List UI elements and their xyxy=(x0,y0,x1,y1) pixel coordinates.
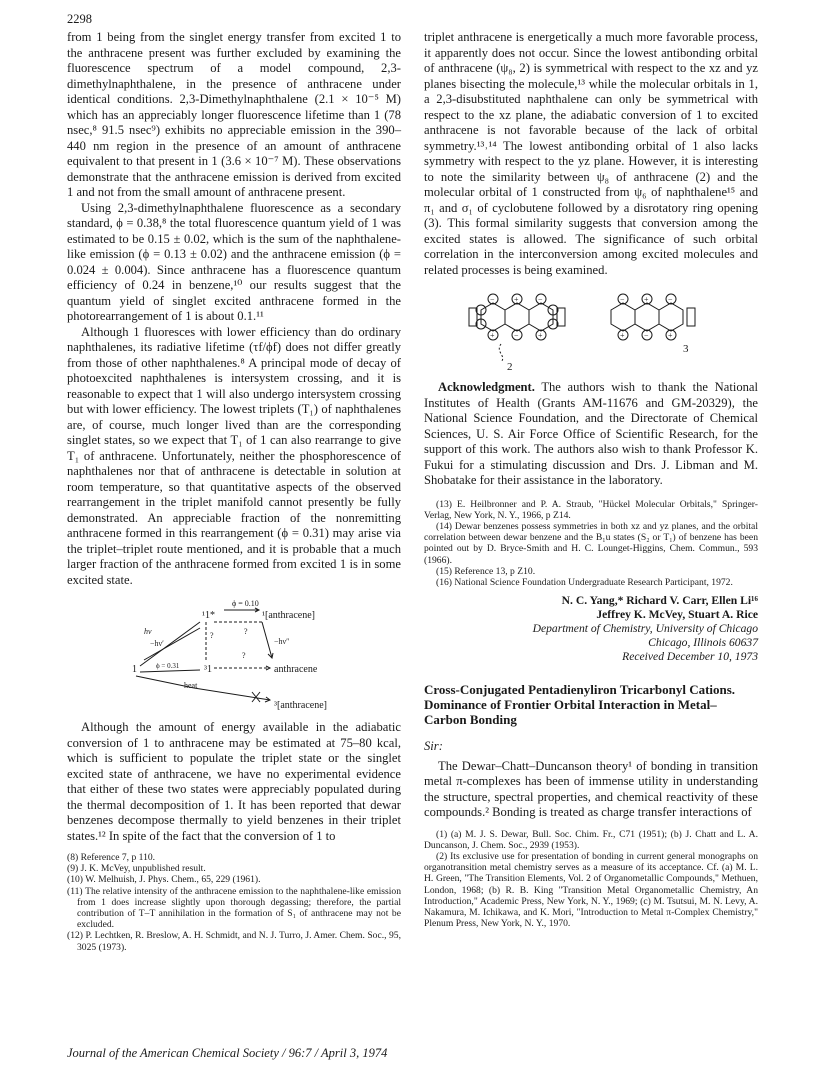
orbital-diagram xyxy=(461,286,721,374)
received-date: Received December 10, 1973 xyxy=(622,650,758,664)
footnote: (11) The relative intensity of the anthracene emission to the naphthalene-like emission from 1 does increase slightly upon thorough degassing; therefore, the partial contribution of T–T annihilation in the formation of S₁ of anthracene may not be excluded. xyxy=(67,885,401,931)
svg-text:+: + xyxy=(668,331,673,340)
right-column xyxy=(424,30,758,929)
signature-block xyxy=(424,594,758,664)
ack-text: The authors wish to thank the National Institutes of Health (Grants AM-11676 and GM-20329), the National Science Foundation, and the Directorate of Chemical Sciences, U. S. Air Force Office of Scientific Research, for the support of this work. The authors also wish to thank Professor K. Fukui for a stimulating discussion and Drs. J. Libman and M. Shobatake for their assistance in the laboratory. xyxy=(424,380,758,487)
svg-text:+: + xyxy=(644,295,649,304)
ack-heading: Acknowledgment. xyxy=(438,380,535,394)
svg-text:−: − xyxy=(668,295,673,304)
scheme-compound-1: 1 xyxy=(132,664,137,675)
paragraph: The Dewar–Chatt–Duncanson theory¹ of bonding in transition metal π-complexes has been of immense utility in understanding the structure, spectral properties, and chemical reactivity of these compounds.² Bonding is treated as charge transfer interactions of xyxy=(424,758,758,820)
svg-text:+: + xyxy=(620,331,625,340)
author-names: Jeffrey K. McVey, Stuart A. Rice xyxy=(596,608,758,622)
svg-text:−: − xyxy=(620,295,625,304)
footnotes-left xyxy=(67,852,401,953)
scheme-q1: ? xyxy=(210,631,214,640)
scheme-anthracene: anthracene xyxy=(274,664,318,675)
salutation: Sir: xyxy=(424,739,443,754)
scheme-triplet-1: ³1 xyxy=(204,664,212,675)
reaction-scheme xyxy=(114,596,354,714)
svg-text:−: − xyxy=(490,295,495,304)
footnote: (15) Reference 13, p Z10. xyxy=(436,565,536,577)
footnote: (8) Reference 7, p 110. xyxy=(67,852,156,863)
footnote: (2) Its exclusive use for presentation of bonding in current general monographs on organotransition metal chemistry serves as a measure of its acceptance. Cf. (a) M. L. H. Green, "The Transition Elements, Vol. 2 of Organometallic Compounds," Methuen, London, 1968; (b) R. B. King "Transition Metal Organometallic Chemistry, An Introduction," Academic Press, New York, N. Y., 1969; (c) M. Tsutsui, M. N. Levy, A. Nakamura, M. Ichikawa, and K. Mori, "Introduction to Metal π-Complex Chemistry," Plenum Press, New York, N. Y., 1970. xyxy=(424,851,758,930)
scheme-phi-010: ϕ = 0.10 xyxy=(232,599,259,608)
svg-text:−: − xyxy=(644,331,649,340)
scheme-minus-hv2: −hν″ xyxy=(274,637,290,646)
footnote: (14) Dewar benzenes possess symmetries in both xz and yz planes, and the orbital correlation between dewar benzene and the B₁u states (S₂ or T₁) of benzene has been pointed out by D. Bryce-Smith and H. C. Lounget-Higgins, Chem. Commun., 593 (1966). xyxy=(424,520,758,566)
scheme-s1-excited: ¹1* xyxy=(202,610,215,621)
label-compound-2: 2 xyxy=(507,361,513,373)
journal-footer: Journal of the American Chemical Society / 96:7 / April 3, 1974 xyxy=(67,1046,388,1060)
scheme-hv: hν xyxy=(144,627,152,636)
svg-text:+: + xyxy=(490,331,495,340)
footnote: (12) P. Lechtken, R. Breslow, A. H. Schmidt, and N. J. Turro, J. Amer. Chem. Soc., 95, 3025 (1973). xyxy=(67,930,401,953)
paragraph: from 1 being from the singlet energy transfer from excited 1 to the anthracene present was further excluded by examining the fluorescence spectrum of a model compound, 2,3-dimethylnaphthalene, in the presence of anthracene under identical conditions. 2,3-Dimethylnaphthalene (2.1 × 10⁻⁵ M) which has an appreciably longer fluorescence lifetime than 1 (78 nsec,⁸ 91.5 nsec⁹) exhibits no appreciable emission in the 390–440 nm region in the presence of an amount of anthracene equivalent to that present in 1 (3.6 × 10⁻⁷ M). These observations demonstrate that the anthracene emission is derived from excited 1 and not from the small amount of anthracene present. xyxy=(67,30,401,199)
footnote: (9) J. K. McVey, unpublished result. xyxy=(67,863,206,875)
footnotes-right-2 xyxy=(424,829,758,930)
acknowledgment xyxy=(424,380,758,489)
page-number: 2298 xyxy=(67,12,92,26)
footnotes-right xyxy=(424,499,758,589)
scheme-q3: ? xyxy=(242,651,246,660)
footnote: (10) W. Melhuish, J. Phys. Chem., 65, 229 (1961). xyxy=(67,874,261,886)
paragraph: Using 2,3-dimethylnaphthalene fluorescence as a secondary standard, ϕ = 0.38,⁸ the total fluorescence quantum yield of 1 was estimated to be 0.15 ± 0.02, which is the sum of the naphthalene-like emission (ϕ = 0.13 ± 0.02) and the anthracene emission (ϕ = 0.024 ± 0.004). Since anthracene has a fluorescence quantum efficiency of 0.24 in benzene,¹⁰ our results suggest that the quantum yield of singlet excited anthracene formed in the photorearrangement of 1 is about 0.1.¹¹ xyxy=(67,200,401,323)
svg-text:−: − xyxy=(538,295,543,304)
scheme-minus-hv: −hν′ xyxy=(150,639,164,648)
paragraph: Although the amount of energy available in the adiabatic conversion of 1 to anthracene may be estimated at 75–80 kcal, which is sufficient to populate the triplet state or the singlet excited state of anthracene, we have no experimental evidence that either of these two states were appreciably populated during the thermal decomposition of 1. It has been reported that dewar benzenes decompose thermally to yield benzenes in their triplet states.¹² In spite of the fact that the conversion of 1 to xyxy=(67,720,401,843)
affiliation: Department of Chemistry, University of Chicago xyxy=(532,622,758,636)
paragraph: triplet anthracene is energetically a much more favorable process, it apparently does not occur. Since the lowest antibonding orbital of anthracene (ψ₈, 2) is symmetrical with respect to the xz and yz planes bisecting the molecule,¹³ while the molecular orbitals in 1, a 2,3-disubstituted naphthalene can only be symmetrical with respect to the xz plane, the adiabatic conversion of 1 to excited anthracene is not favorable because of the lack of orbital symmetry.¹³˒¹⁴ The lowest antibonding orbital of 1 also lacks symmetry with respect to the yz plane. However, it is interesting to note the similarity between ψ₈ of anthracene (2) and the molecular orbital of 1 constructed from ψ₆ of naphthalene¹⁵ and π₁ and σ₁ of cyclobutene followed by a disrotatory ring opening (3). This formal similarity suggests that conversion among the excited states is allowed. The significance of such orbital correlation in the interconversion among excited molecules and related processes is being examined. xyxy=(424,30,758,277)
scheme-triplet-anthracene: ³[anthracene] xyxy=(274,700,327,711)
author-names: N. C. Yang,* Richard V. Carr, Ellen Li¹⁶ xyxy=(561,594,758,608)
affiliation: Chicago, Illinois 60637 xyxy=(648,636,758,650)
left-column xyxy=(67,30,401,953)
label-compound-3: 3 xyxy=(683,343,689,355)
footnote: (13) E. Heilbronner and P. A. Straub, "Hückel Molecular Orbitals," Springer-Verlag, New York, N. Y., 1966, p Z14. xyxy=(424,498,758,521)
scheme-q2: ? xyxy=(244,627,248,636)
footnote: (1) (a) M. J. S. Dewar, Bull. Soc. Chim. Fr., C71 (1951); (b) J. Chatt and L. A. Duncanson, J. Chem. Soc., 2939 (1953). xyxy=(424,828,758,851)
article-title: Cross-Conjugated Pentadienyliron Tricarbonyl Cations. Dominance of Frontier Orbital Interaction in Metal–Carbon Bonding xyxy=(424,682,736,728)
scheme-heat: heat xyxy=(184,681,198,690)
footnote: (16) National Science Foundation Undergraduate Research Participant, 1972. xyxy=(436,576,733,588)
svg-text:−: − xyxy=(514,331,519,340)
paragraph: Although 1 fluoresces with lower efficiency than do ordinary naphthalenes, its radiative lifetime (τf/ϕf) does not differ greatly from those of other naphthalenes.⁸ A principal mode of decay of photoexcited naphthalenes is intersystem crossing, and it is reasonable to expect that 1 will also undergo intersystem crossing but with lower efficiency. The lowest triplets (T₁) of naphthalenes are, of course, much longer lived than are the corresponding singlet states, so we expect that T₁ of 1 can also rearrange to give T₁ of anthracene. Unfortunately, neither the phosphorescence of naphthalenes nor that of anthracene is detectable in solution at room temperature, so that quantitative aspects of the observed rearrangement in the triplet manifold cannot presently be fully demonstrated. An appreciable fraction of the nonremitting anthracene formed in this rearrangement (ϕ = 0.31) may arise via the triplet–triplet route mentioned, and it is probable that a much larger fraction of the anthracene formed from excited 1 is in some excited state. xyxy=(67,324,401,587)
scheme-phi-031: ϕ = 0.31 xyxy=(156,662,180,670)
svg-text:+: + xyxy=(538,331,543,340)
scheme-singlet-anthracene: ¹[anthracene] xyxy=(262,610,315,621)
svg-text:+: + xyxy=(514,295,519,304)
